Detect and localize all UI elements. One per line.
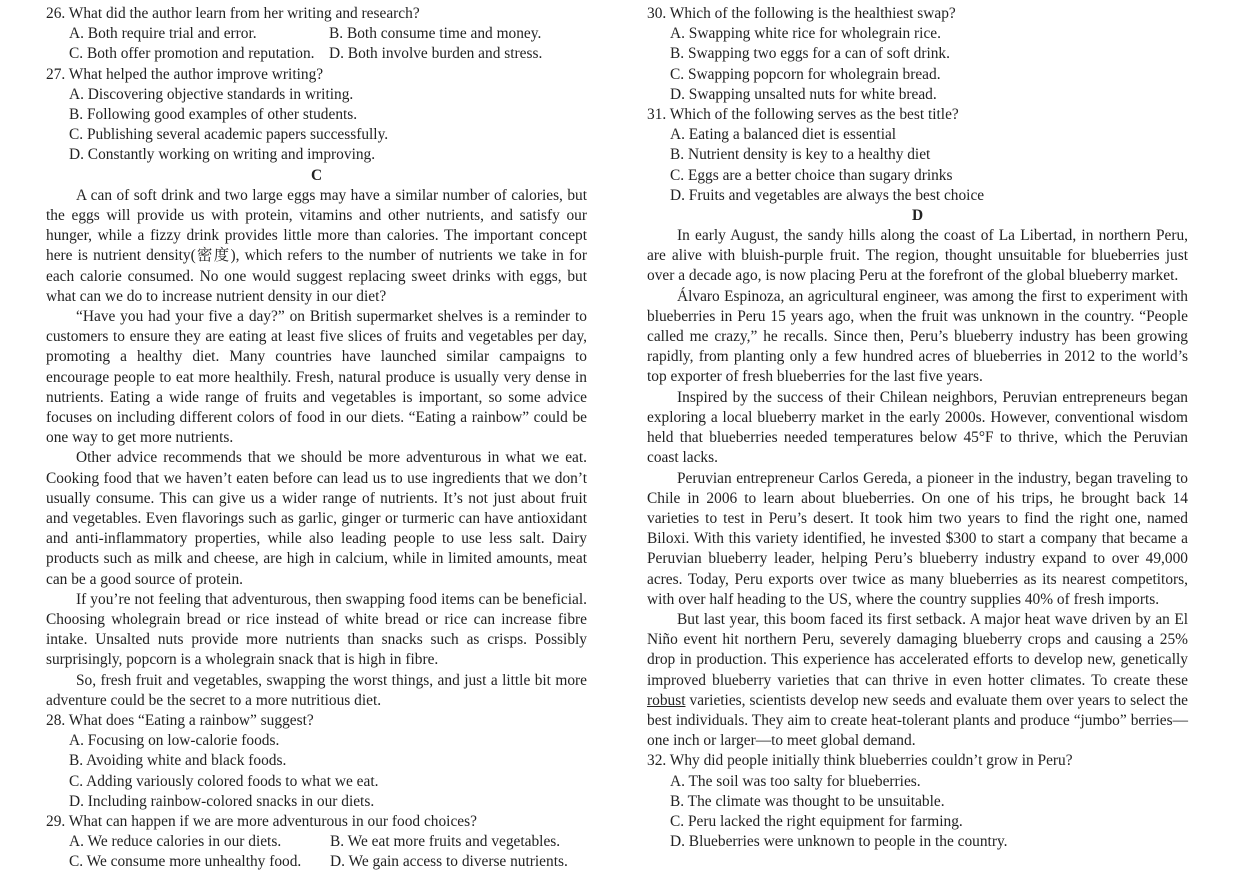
question-31 [647, 105, 1188, 206]
option-b: B. We eat more fruits and vegetables. [330, 833, 561, 851]
question-stem: 30. Which of the following is the healthiest swap? [647, 5, 956, 22]
option-d: D. Blueberries were unknown to people in the country. [670, 833, 1008, 851]
question-stem: 29. What can happen if we are more adventurous in our food choices? [46, 812, 477, 830]
option-a: A. Focusing on low-calorie foods. [69, 732, 280, 750]
question-32 [647, 751, 1188, 852]
left-column [46, 4, 587, 872]
option-d: D. We gain access to diverse nutrients. [330, 853, 568, 871]
question-stem: 27. What helped the author improve writing? [46, 65, 324, 83]
question-26 [46, 4, 587, 65]
option-d: D. Including rainbow-colored snacks in our diets. [69, 792, 375, 810]
option-a: A. We reduce calories in our diets. [69, 833, 282, 851]
underlined-word: robust [647, 691, 686, 709]
option-a: A. The soil was too salty for blueberries. [670, 772, 921, 790]
option-c: C. Eggs are a better choice than sugary drinks [670, 166, 953, 184]
question-29 [46, 812, 587, 872]
paragraph: Álvaro Espinoza, an agricultural engineer, was among the first to experiment with blueberries in Peru 15 years ago, when the fruit was unknown in the country. “People called me crazy,” he recalls. Since then, Peru’s blueberry industry has been growing rapidly, from planting only a few hundred acres of blueberries in 2012 to the world’s top exporter of fresh blueberries for the last five years. [647, 287, 1188, 386]
paragraph: So, fresh fruit and vegetables, swapping the worst things, and just a little bit more adventure could be the secret to a more nutritious diet. [46, 671, 587, 709]
section-heading-c: C [310, 166, 323, 184]
option-b: B. Swapping two eggs for a can of soft drink. [670, 45, 950, 63]
option-row [46, 832, 587, 852]
section-heading-d: D [911, 206, 924, 224]
option-c: C. Publishing several academic papers successfully. [69, 126, 389, 144]
option-c: C. We consume more unhealthy food. [69, 853, 302, 871]
passage-d [647, 226, 1188, 751]
option-b: B. Following good examples of other students. [69, 105, 358, 123]
paragraph: “Have you had your five a day?” on British supermarket shelves is a reminder to customers to ensure they are eating at least five slices of fruits and vegetables per day, promoting a healthy diet. Many countries have launched similar campaigns to encourage people to eat more healthily. Fresh, natural produce is usually very dense in nutrients. Eating a wide range of fruits and vegetables is important, so some advice focuses on including different colors of food in our diets. “Eating a rainbow” could be one way to get more nutrients. [46, 307, 587, 447]
option-a: A. Both require trial and error. [69, 25, 257, 43]
paragraph: Inspired by the success of their Chilean neighbors, Peruvian entrepreneurs began exploring a local blueberry market in the early 2000s. However, conventional wisdom held that blueberries needed temperatures below 45°F to thrive, which the Peruvian coast lacks. [647, 388, 1188, 467]
option-d: D. Swapping unsalted nuts for white bread. [670, 85, 937, 103]
option-b: B. Avoiding white and black foods. [69, 752, 287, 770]
passage-c [46, 186, 587, 711]
option-d: D. Fruits and vegetables are always the best choice [670, 186, 985, 204]
question-stem: 32. Why did people initially think blueberries couldn’t grow in Peru? [647, 752, 1073, 770]
right-column [647, 4, 1188, 852]
question-27 [46, 65, 587, 166]
question-28 [46, 711, 587, 812]
option-row [46, 852, 587, 872]
paragraph [647, 610, 1188, 751]
paragraph: Peruvian entrepreneur Carlos Gereda, a pioneer in the industry, began traveling to Chile in 2006 to learn about blueberries. On one of his trips, he brought back 14 varieties to test in Peru’s desert. It took him two years to find the right one, named Biloxi. With this variety identified, he invested $300 to start a company that became a Peruvian blueberry leader, helping Peru’s blueberry industry expand to over 49,000 acres. Today, Peru exports over twice as many blueberries as its nearest competitors, with over half heading to the US, where the country supplies 40% of fresh imports. [647, 469, 1188, 608]
paragraph: In early August, the sandy hills along the coast of La Libertad, in northern Peru, are alive with bluish-purple fruit. The region, thought unsuitable for blueberries just over a decade ago, is now placing Peru at the forefront of the global blueberry market. [647, 227, 1188, 285]
option-row [46, 24, 587, 44]
paragraph: A can of soft drink and two large eggs may have a similar number of calories, but the eggs will provide us with protein, vitamins and other nutrients, and satisfy our hunger, while a fizzy drink provides little more than calories. The important concept here is nutrient density(密度), which refers to the number of nutrients we take in for each calorie consumed. No one would suggest replacing sweet drinks with eggs, but what can we do to increase nutrient density in our diet? [46, 186, 587, 305]
paragraph: Other advice recommends that we should be more adventurous in what we eat. Cooking food that we haven’t eaten before can lead us to use ingredients that we don’t usually consume. This can give us a wider range of nutrients. It’s not just about fruit and vegetables. Even flavorings such as garlic, ginger or turmeric can have antioxidant and anti-inflammatory properties, while also leading people to use less salt. Dairy products such as milk and cheese, are high in calcium, while in limited amounts, meat can be a good source of protein. [46, 449, 587, 588]
option-d: D. Both involve burden and stress. [329, 45, 543, 63]
question-30 [647, 4, 1188, 105]
paragraph: If you’re not feeling that adventurous, then swapping food items can be beneficial. Choosing wholegrain bread or rice instead of white bread or rice can increase fibre intake. Unsalted nuts provide more nutrients than snacks such as crisps. Possibly surprisingly, popcorn is a wholegrain snack that is high in fibre. [46, 590, 587, 669]
option-b: B. The climate was thought to be unsuitable. [670, 792, 945, 810]
paragraph-text: But last year, this boom faced its first setback. A major heat wave driven by an El Niño event hit northern Peru, severely damaging blueberry crops and causing a 25% drop in production. This experience has accelerated efforts to develop new, genetically improved blueberry varieties that can thrive in even hotter climates. To create these [647, 610, 1188, 689]
question-stem: 28. What does “Eating a rainbow” suggest? [46, 711, 314, 729]
option-b: B. Nutrient density is key to a healthy diet [670, 146, 931, 164]
option-c: C. Both offer promotion and reputation. [69, 45, 315, 63]
option-c: C. Swapping popcorn for wholegrain bread. [670, 65, 941, 83]
question-stem: 26. What did the author learn from her writing and research? [46, 5, 420, 22]
option-a: A. Swapping white rice for wholegrain rice. [670, 25, 941, 43]
option-c: C. Adding variously colored foods to what we eat. [69, 772, 379, 790]
paragraph-text: varieties, scientists develop new seeds and evaluate them over years to select the best individuals. They aim to create heat-tolerant plants and produce “jumbo” berries—one inch or larger—to meet global demand. [647, 691, 1188, 750]
option-a: A. Eating a balanced diet is essential [670, 126, 897, 144]
option-d: D. Constantly working on writing and improving. [69, 146, 376, 164]
option-a: A. Discovering objective standards in writing. [69, 85, 354, 103]
option-row [46, 44, 587, 64]
option-b: B. Both consume time and money. [329, 25, 542, 43]
option-c: C. Peru lacked the right equipment for farming. [670, 812, 963, 830]
question-stem: 31. Which of the following serves as the best title? [647, 105, 959, 123]
